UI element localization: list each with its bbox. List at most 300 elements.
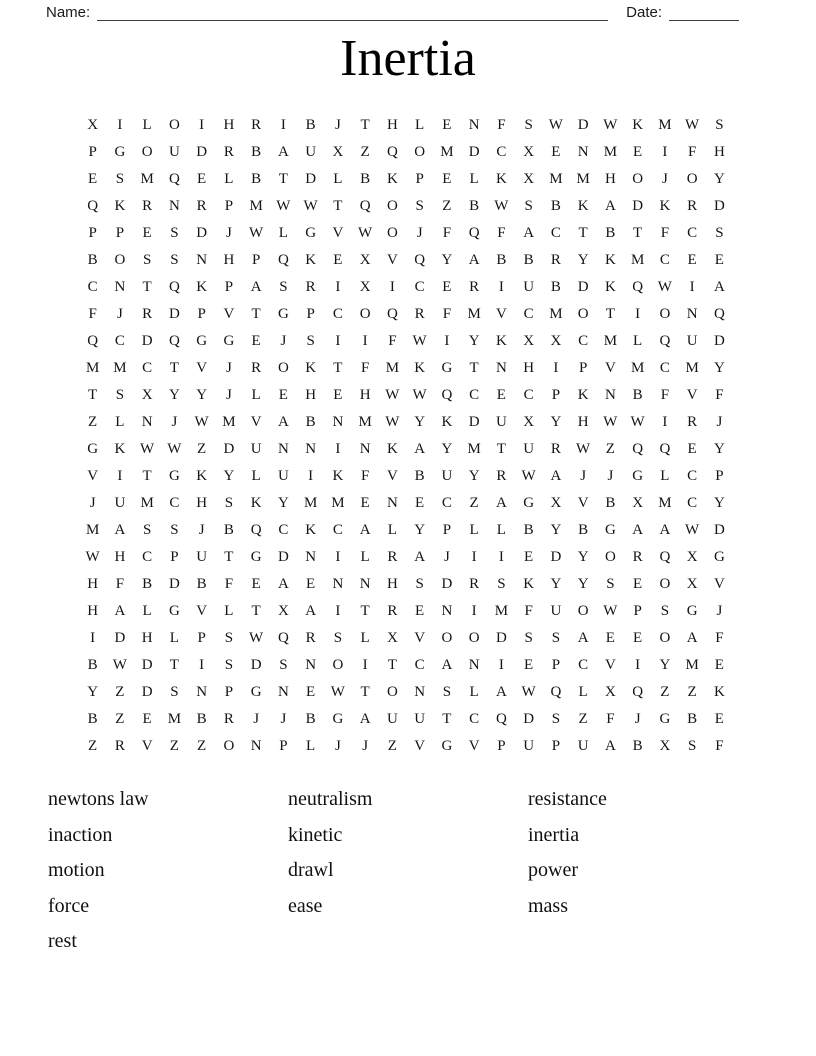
grid-letter: V <box>386 252 398 268</box>
grid-letter: V <box>87 468 99 484</box>
grid-letter: S <box>551 711 561 727</box>
grid-letter: M <box>303 495 318 511</box>
grid-letter: G <box>441 738 453 754</box>
grid-letter: H <box>523 360 535 376</box>
grid-letter: U <box>196 549 208 565</box>
grid-letter: X <box>87 117 99 133</box>
grid-letter: W <box>412 333 427 349</box>
grid-letter: L <box>469 684 479 700</box>
grid-letter: B <box>305 414 316 430</box>
grid-letter: B <box>87 711 98 727</box>
grid-letter: T <box>169 360 179 376</box>
grid-letter: T <box>142 468 152 484</box>
grid-letter: X <box>141 387 153 403</box>
grid-letter: R <box>469 576 480 592</box>
grid-letter: W <box>603 603 618 619</box>
grid-letter: R <box>387 603 398 619</box>
grid-letter: D <box>250 657 262 673</box>
grid-letter: S <box>170 684 179 700</box>
grid-letter: G <box>305 225 317 241</box>
grid-letter: X <box>686 576 698 592</box>
grid-letter: W <box>603 414 618 430</box>
grid-letter: P <box>633 603 642 619</box>
grid-letter: B <box>87 657 98 673</box>
grid-letter: B <box>496 252 507 268</box>
grid-letter: O <box>277 360 289 376</box>
grid-letter: L <box>387 522 397 538</box>
grid-letter: D <box>114 630 126 646</box>
grid-letter: P <box>170 549 179 565</box>
grid-letter: M <box>685 360 699 376</box>
grid-letter: C <box>469 711 480 727</box>
grid-letter: D <box>468 144 480 160</box>
grid-letter: Y <box>713 441 725 457</box>
date-fill-line <box>669 5 739 21</box>
grid-letter: Q <box>277 630 289 646</box>
grid-letter: V <box>223 306 235 322</box>
grid-letter: K <box>332 468 344 484</box>
grid-letter: U <box>168 144 180 160</box>
grid-letter: V <box>577 495 589 511</box>
grid-letter: E <box>496 387 506 403</box>
grid-letter: G <box>196 333 208 349</box>
grid-letter: N <box>168 198 180 214</box>
grid-letter: E <box>197 171 207 187</box>
grid-letter: I <box>199 657 205 673</box>
grid-letter: S <box>142 522 152 538</box>
grid-letter: E <box>306 684 316 700</box>
grid-letter: M <box>140 495 154 511</box>
grid-letter: T <box>360 117 370 133</box>
grid-letter: N <box>277 441 289 457</box>
grid-letter: R <box>687 414 698 430</box>
grid-letter: W <box>412 387 427 403</box>
grid-letter: Y <box>468 468 480 484</box>
grid-letter: Q <box>632 279 644 295</box>
grid-letter: K <box>577 387 589 403</box>
grid-letter: X <box>632 495 644 511</box>
grid-letter: L <box>306 738 316 754</box>
grid-letter: L <box>251 468 261 484</box>
grid-letter: X <box>523 171 535 187</box>
grid-letter: F <box>360 360 370 376</box>
grid-letter: W <box>630 414 645 430</box>
grid-letter: G <box>632 468 644 484</box>
grid-letter: E <box>333 387 343 403</box>
grid-letter: L <box>633 333 643 349</box>
grid-letter: G <box>332 711 344 727</box>
grid-letter: U <box>386 711 398 727</box>
grid-letter: C <box>523 387 534 403</box>
grid-letter: E <box>633 630 643 646</box>
grid-letter: E <box>551 144 561 160</box>
grid-letter: D <box>168 576 180 592</box>
grid-letter: V <box>250 414 262 430</box>
grid-letter: W <box>330 684 345 700</box>
grid-letter: L <box>333 171 343 187</box>
grid-letter: B <box>687 711 698 727</box>
grid-letter: K <box>196 468 208 484</box>
grid-letter: Y <box>196 387 208 403</box>
grid-letter: A <box>523 225 535 241</box>
grid-letter: U <box>305 144 317 160</box>
grid-letter: L <box>496 522 506 538</box>
grid-letter: J <box>334 117 341 133</box>
grid-letter: S <box>497 576 506 592</box>
grid-letter: Q <box>441 387 453 403</box>
grid-letter: H <box>223 117 235 133</box>
grid-letter: N <box>332 414 344 430</box>
grid-letter: R <box>550 441 561 457</box>
grid-letter: I <box>662 414 668 430</box>
word-list-item: force <box>48 894 90 917</box>
grid-letter: L <box>224 171 234 187</box>
grid-letter: E <box>306 576 316 592</box>
grid-letter: S <box>306 333 315 349</box>
grid-letter: P <box>279 738 288 754</box>
grid-letter: D <box>713 198 725 214</box>
grid-letter: E <box>714 252 724 268</box>
grid-letter: T <box>251 603 261 619</box>
grid-letter: T <box>142 279 152 295</box>
grid-letter: Z <box>197 738 207 754</box>
grid-letter: P <box>115 225 125 241</box>
word-list-column <box>288 782 528 960</box>
grid-letter: S <box>415 576 424 592</box>
grid-letter: H <box>577 414 589 430</box>
grid-letter: W <box>112 657 127 673</box>
grid-letter: S <box>660 603 670 619</box>
grid-letter: D <box>550 549 562 565</box>
word-list-item: mass <box>528 894 568 917</box>
grid-letter: I <box>335 549 341 565</box>
grid-letter: J <box>634 711 641 727</box>
grid-letter: Q <box>468 225 480 241</box>
grid-letter: J <box>225 225 232 241</box>
grid-letter: E <box>633 576 643 592</box>
grid-letter: F <box>442 306 452 322</box>
grid-letter: U <box>250 441 262 457</box>
grid-letter: V <box>495 306 507 322</box>
grid-letter: Y <box>713 495 725 511</box>
grid-letter: M <box>603 144 618 160</box>
grid-letter: G <box>523 495 535 511</box>
grid-letter: Q <box>168 279 180 295</box>
grid-letter: Y <box>577 549 589 565</box>
grid-letter: T <box>88 387 98 403</box>
grid-letter: S <box>279 657 288 673</box>
grid-letter: B <box>251 171 262 187</box>
grid-letter: Q <box>386 144 398 160</box>
grid-letter: U <box>495 414 507 430</box>
grid-letter: Z <box>660 684 670 700</box>
grid-letter: N <box>359 441 371 457</box>
grid-letter: Y <box>87 684 99 700</box>
grid-letter: R <box>632 549 643 565</box>
grid-letter: B <box>87 252 98 268</box>
grid-letter: C <box>523 306 534 322</box>
grid-letter: S <box>279 279 288 295</box>
grid-letter: I <box>335 333 341 349</box>
grid-letter: I <box>498 549 504 565</box>
grid-letter: E <box>251 333 261 349</box>
grid-letter: Y <box>168 387 180 403</box>
grid-letter: A <box>114 603 126 619</box>
grid-letter: X <box>277 603 289 619</box>
grid-letter: O <box>141 144 153 160</box>
grid-letter: G <box>659 711 671 727</box>
grid-letter: E <box>333 252 343 268</box>
grid-letter: V <box>686 387 698 403</box>
grid-letter: I <box>117 117 123 133</box>
grid-letter: Q <box>386 306 398 322</box>
grid-letter: V <box>713 576 725 592</box>
grid-letter: B <box>305 711 316 727</box>
grid-letter: B <box>305 117 316 133</box>
grid-letter: A <box>495 684 507 700</box>
grid-letter: H <box>87 576 99 592</box>
grid-letter: E <box>251 576 261 592</box>
grid-letter: U <box>277 468 289 484</box>
grid-letter: K <box>495 333 507 349</box>
grid-letter: N <box>141 414 153 430</box>
grid-letter: J <box>716 603 723 619</box>
grid-letter: D <box>168 306 180 322</box>
grid-letter: A <box>277 414 289 430</box>
grid-letter: M <box>467 306 481 322</box>
grid-letter: Y <box>550 522 562 538</box>
grid-letter: E <box>442 117 452 133</box>
grid-letter: T <box>360 603 370 619</box>
grid-letter: I <box>471 603 477 619</box>
grid-letter: O <box>223 738 235 754</box>
grid-letter: I <box>199 117 205 133</box>
grid-letter: X <box>523 333 535 349</box>
grid-letter: I <box>90 630 96 646</box>
grid-letter: I <box>389 279 395 295</box>
grid-letter: N <box>196 684 208 700</box>
grid-letter: P <box>551 657 561 673</box>
grid-letter: G <box>686 603 698 619</box>
grid-letter: F <box>524 603 533 619</box>
grid-letter: C <box>578 333 589 349</box>
grid-letter: B <box>632 738 643 754</box>
grid-letter: R <box>251 360 262 376</box>
grid-letter: W <box>494 198 509 214</box>
grid-letter: I <box>553 360 559 376</box>
grid-letter: H <box>87 603 99 619</box>
grid-letter: E <box>605 630 615 646</box>
grid-letter: J <box>225 387 232 403</box>
grid-letter: U <box>550 603 562 619</box>
grid-letter: A <box>441 657 453 673</box>
grid-letter: C <box>278 522 289 538</box>
grid-letter: P <box>197 630 206 646</box>
grid-letter: Q <box>632 441 644 457</box>
grid-letter: X <box>659 738 671 754</box>
grid-letter: F <box>660 225 670 241</box>
word-list-column <box>48 782 288 960</box>
grid-letter: P <box>551 387 561 403</box>
grid-letter: N <box>196 252 208 268</box>
grid-letter: G <box>114 144 126 160</box>
grid-letter: G <box>250 549 262 565</box>
grid-letter: W <box>385 387 400 403</box>
grid-letter: R <box>387 549 398 565</box>
grid-letter: D <box>577 117 589 133</box>
grid-letter: V <box>141 738 153 754</box>
grid-letter: K <box>305 522 317 538</box>
grid-letter: M <box>358 414 372 430</box>
grid-letter: E <box>142 711 152 727</box>
grid-letter: K <box>659 198 671 214</box>
grid-letter: Q <box>659 333 671 349</box>
puzzle-title: Inertia <box>340 30 476 87</box>
grid-letter: N <box>250 738 262 754</box>
grid-letter: K <box>604 252 616 268</box>
grid-letter: D <box>495 630 507 646</box>
grid-letter: H <box>713 144 725 160</box>
grid-letter: R <box>142 198 153 214</box>
grid-letter: I <box>362 657 368 673</box>
grid-letter: D <box>713 333 725 349</box>
grid-letter: V <box>414 630 426 646</box>
grid-letter: I <box>662 144 668 160</box>
grid-letter: W <box>685 117 700 133</box>
grid-letter: C <box>332 522 343 538</box>
word-list-column <box>528 782 768 960</box>
grid-letter: G <box>277 306 289 322</box>
word-list-item: inaction <box>48 823 113 846</box>
grid-letter: X <box>523 144 535 160</box>
grid-letter: M <box>85 522 100 538</box>
grid-letter: M <box>113 360 127 376</box>
grid-letter: V <box>386 468 398 484</box>
grid-letter: D <box>632 198 644 214</box>
grid-letter: Q <box>87 198 99 214</box>
grid-letter: B <box>196 711 207 727</box>
grid-letter: Q <box>359 198 371 214</box>
grid-letter: D <box>441 576 453 592</box>
grid-letter: D <box>468 414 480 430</box>
grid-letter: H <box>114 549 126 565</box>
grid-letter: X <box>332 144 344 160</box>
grid-letter: O <box>577 306 589 322</box>
grid-letter: F <box>115 576 125 592</box>
grid-letter: A <box>277 576 289 592</box>
grid-letter: M <box>630 252 645 268</box>
grid-letter: T <box>251 306 261 322</box>
grid-letter: G <box>223 333 235 349</box>
grid-letter: B <box>550 279 561 295</box>
grid-letter: C <box>496 144 507 160</box>
grid-letter: P <box>551 738 561 754</box>
grid-letter: G <box>168 603 180 619</box>
grid-letter: M <box>249 198 263 214</box>
grid-letter: D <box>577 279 589 295</box>
grid-letter: B <box>605 225 616 241</box>
grid-letter: R <box>496 468 507 484</box>
grid-letter: A <box>277 144 289 160</box>
word-list-item: power <box>528 859 578 882</box>
grid-letter: C <box>142 360 153 376</box>
grid-letter: E <box>714 711 724 727</box>
grid-letter: R <box>305 630 316 646</box>
grid-letter: C <box>414 279 425 295</box>
grid-letter: A <box>495 495 507 511</box>
grid-letter: R <box>223 711 234 727</box>
grid-letter: Z <box>88 738 98 754</box>
grid-letter: Y <box>441 441 453 457</box>
grid-letter: V <box>196 603 208 619</box>
grid-letter: O <box>632 171 644 187</box>
grid-letter: P <box>88 144 97 160</box>
grid-letter: T <box>333 360 343 376</box>
grid-letter: O <box>332 657 344 673</box>
grid-letter: K <box>196 279 208 295</box>
grid-letter: N <box>114 279 126 295</box>
grid-letter: N <box>359 576 371 592</box>
grid-letter: U <box>414 711 426 727</box>
grid-letter: G <box>168 468 180 484</box>
grid-letter: E <box>687 252 697 268</box>
grid-letter: K <box>114 198 126 214</box>
grid-letter: N <box>604 387 616 403</box>
grid-letter: J <box>116 306 123 322</box>
grid-letter: D <box>196 144 208 160</box>
grid-letter: W <box>140 441 155 457</box>
grid-letter: D <box>277 549 289 565</box>
grid-letter: S <box>415 198 424 214</box>
grid-letter: P <box>224 279 234 295</box>
grid-letter: O <box>441 630 453 646</box>
grid-letter: F <box>687 144 697 160</box>
grid-letter: Z <box>387 738 397 754</box>
grid-letter: A <box>604 198 616 214</box>
grid-letter: J <box>280 333 287 349</box>
grid-letter: V <box>332 225 344 241</box>
grid-letter: A <box>414 549 426 565</box>
grid-letter: G <box>250 684 262 700</box>
grid-letter: X <box>523 414 535 430</box>
grid-letter: M <box>385 360 400 376</box>
grid-letter: N <box>468 657 480 673</box>
grid-letter: M <box>331 495 345 511</box>
grid-letter: B <box>523 522 534 538</box>
grid-letter: T <box>169 657 179 673</box>
grid-letter: P <box>442 522 452 538</box>
grid-letter: O <box>168 117 180 133</box>
grid-letter: M <box>440 144 454 160</box>
grid-letter: F <box>606 711 615 727</box>
grid-letter: S <box>170 225 179 241</box>
grid-letter: L <box>142 603 152 619</box>
grid-letter: S <box>606 576 615 592</box>
grid-letter: C <box>687 468 698 484</box>
grid-letter: L <box>360 630 370 646</box>
grid-letter: Y <box>659 657 671 673</box>
grid-letter: T <box>633 225 643 241</box>
grid-letter: B <box>251 144 262 160</box>
grid-letter: K <box>305 360 317 376</box>
grid-letter: L <box>415 117 425 133</box>
grid-letter: M <box>494 603 509 619</box>
grid-letter: Z <box>115 684 125 700</box>
grid-letter: S <box>715 117 724 133</box>
grid-letter: P <box>497 738 506 754</box>
grid-letter: G <box>604 522 616 538</box>
grid-letter: Z <box>442 198 452 214</box>
